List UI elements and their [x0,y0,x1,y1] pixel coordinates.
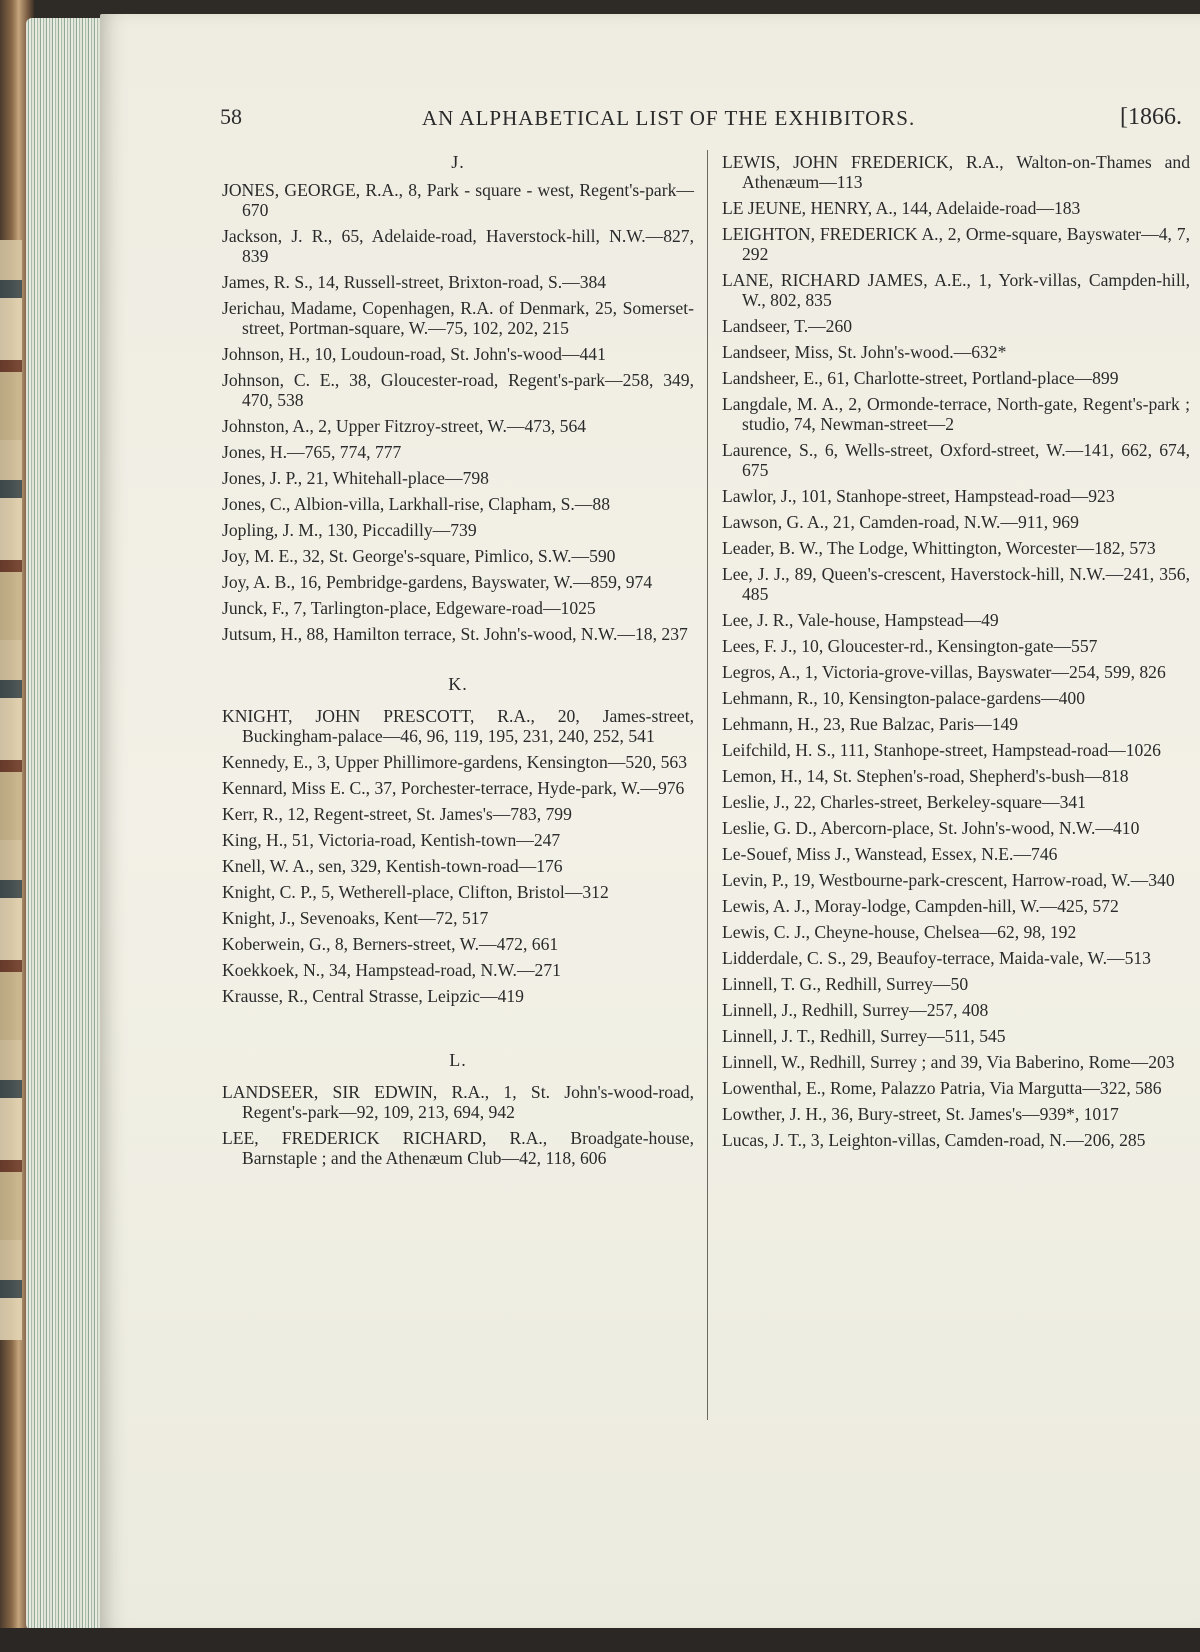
entries-j [222,180,694,644]
letter-heading-k: K. [448,674,468,694]
exhibitor-entry: JONES, GEORGE, R.A., 8, Park - square - west, Regent's-park—670 [222,180,694,220]
exhibitor-entry: Levin, P., 19, Westbourne-park-crescent, Harrow-road, W.—340 [722,870,1175,890]
year-mark: [1866. [1120,104,1182,130]
exhibitor-entry: Lemon, H., 14, St. Stephen's-road, Shepherd's-bush—818 [722,766,1129,786]
exhibitor-entry: James, R. S., 14, Russell-street, Brixton-road, S.—384 [222,272,607,292]
exhibitor-entry: KNIGHT, JOHN PRESCOTT, R.A., 20, James-street, Buckingham-palace—46, 96, 119, 195, 231, 240, 252, 541 [222,706,694,746]
exhibitor-entry: Legros, A., 1, Victoria-grove-villas, Bayswater—254, 599, 826 [722,662,1166,682]
exhibitor-entry: Leslie, J., 22, Charles-street, Berkeley-square—341 [722,792,1086,812]
exhibitor-entry: Koberwein, G., 8, Berners-street, W.—472, 661 [222,934,559,954]
table-surface [0,1628,1200,1652]
exhibitor-entry: Langdale, M. A., 2, Ormonde-terrace, North-gate, Regent's-park ; studio, 74, Newman-street—2 [722,394,1190,434]
exhibitor-entry: Linnell, J., Redhill, Surrey—257, 408 [722,1000,989,1020]
page-edges [26,18,108,1630]
exhibitor-entry: King, H., 51, Victoria-road, Kentish-town—247 [222,830,561,850]
cover-decoration [0,240,22,1340]
exhibitor-entry: Jones, H.—765, 774, 777 [222,442,402,462]
exhibitor-entry: Jopling, J. M., 130, Piccadilly—739 [222,520,477,540]
exhibitor-entry: Lidderdale, C. S., 29, Beaufoy-terrace, Maida-vale, W.—513 [722,948,1151,968]
exhibitor-entry: Knight, J., Sevenoaks, Kent—72, 517 [222,908,489,928]
running-head [220,104,1200,138]
exhibitor-entry: Linnell, W., Redhill, Surrey ; and 39, Via Baberino, Rome—203 [722,1052,1175,1072]
exhibitor-entry: Lehmann, H., 23, Rue Balzac, Paris—149 [722,714,1019,734]
exhibitor-entry: Lee, J. J., 89, Queen's-crescent, Haverstock-hill, N.W.—241, 356, 485 [722,564,1190,604]
letter-heading-j: J. [451,152,465,172]
exhibitor-entry: Jerichau, Madame, Copenhagen, R.A. of Denmark, 25, Somerset-street, Portman-square, W.—75, 102, 202, 215 [222,298,694,338]
exhibitor-entry: Kennedy, E., 3, Upper Phillimore-gardens, Kensington—520, 563 [222,752,688,772]
exhibitor-entry: Lawlor, J., 101, Stanhope-street, Hampstead-road—923 [722,486,1115,506]
page-number: 58 [220,104,242,129]
exhibitor-entry: Linnell, T. G., Redhill, Surrey—50 [722,974,969,994]
exhibitor-entry: Leslie, G. D., Abercorn-place, St. John's-wood, N.W.—410 [722,818,1140,838]
exhibitor-entry: Lehmann, R., 10, Kensington-palace-gardens—400 [722,688,1086,708]
exhibitor-entry: Kennard, Miss E. C., 37, Porchester-terrace, Hyde-park, W.—976 [222,778,685,798]
exhibitor-entry: Lowenthal, E., Rome, Palazzo Patria, Via Margutta—322, 586 [722,1078,1162,1098]
right-column [722,152,1190,1156]
exhibitor-entry: Jones, C., Albion-villa, Larkhall-rise, Clapham, S.—88 [222,494,610,514]
page-title: AN ALPHABETICAL LIST OF THE EXHIBITORS. [422,106,916,130]
exhibitor-entry: Linnell, J. T., Redhill, Surrey—511, 545 [722,1026,1006,1046]
entries-l-continued [722,152,1190,1150]
exhibitor-entry: LEE, FREDERICK RICHARD, R.A., Broadgate-house, Barnstaple ; and the Athenæum Club—42, 118, 606 [222,1128,694,1168]
exhibitor-entry: Junck, F., 7, Tarlington-place, Edgeware-road—1025 [222,598,596,618]
exhibitor-entry: Lewis, C. J., Cheyne-house, Chelsea—62, 98, 192 [722,922,1077,942]
letter-heading-l: L. [449,1050,467,1070]
exhibitor-entry: LANE, RICHARD JAMES, A.E., 1, York-villas, Campden-hill, W., 802, 835 [722,270,1190,310]
exhibitor-entry: Lawson, G. A., 21, Camden-road, N.W.—911, 969 [722,512,1079,532]
left-column [222,152,694,1174]
entries-l [222,1082,694,1168]
exhibitor-entry: Knight, C. P., 5, Wetherell-place, Clifton, Bristol—312 [222,882,609,902]
exhibitor-entry: Jones, J. P., 21, Whitehall-place—798 [222,468,489,488]
exhibitor-entry: Krausse, R., Central Strasse, Leipzic—419 [222,986,524,1006]
exhibitor-entry: Joy, M. E., 32, St. George's-square, Pimlico, S.W.—590 [222,546,616,566]
exhibitor-entry: LEIGHTON, FREDERICK A., 2, Orme-square, Bayswater—4, 7, 292 [722,224,1190,264]
column-divider [707,150,708,1420]
exhibitor-entry: Joy, A. B., 16, Pembridge-gardens, Bayswater, W.—859, 974 [222,572,653,592]
exhibitor-entry: Le-Souef, Miss J., Wanstead, Essex, N.E.—746 [722,844,1058,864]
exhibitor-entry: Lewis, A. J., Moray-lodge, Campden-hill, W.—425, 572 [722,896,1119,916]
exhibitor-entry: LE JEUNE, HENRY, A., 144, Adelaide-road—183 [722,198,1081,218]
exhibitor-entry: Landseer, Miss, St. John's-wood.—632* [722,342,1007,362]
exhibitor-entry: Lowther, J. H., 36, Bury-street, St. James's—939*, 1017 [722,1104,1119,1124]
exhibitor-entry: Kerr, R., 12, Regent-street, St. James's—783, 799 [222,804,572,824]
exhibitor-entry: Knell, W. A., sen, 329, Kentish-town-road—176 [222,856,563,876]
exhibitor-entry: Lucas, J. T., 3, Leighton-villas, Camden-road, N.—206, 285 [722,1130,1146,1150]
exhibitor-entry: LANDSEER, SIR EDWIN, R.A., 1, St. John's-wood-road, Regent's-park—92, 109, 213, 694, 942 [222,1082,694,1122]
exhibitor-entry: Johnson, C. E., 38, Gloucester-road, Regent's-park—258, 349, 470, 538 [222,370,694,410]
exhibitor-entry: Jutsum, H., 88, Hamilton terrace, St. John's-wood, N.W.—18, 237 [222,624,688,644]
exhibitor-entry: LEWIS, JOHN FREDERICK, R.A., Walton-on-Thames and Athenæum—113 [722,152,1190,192]
exhibitor-entry: Johnston, A., 2, Upper Fitzroy-street, W.—473, 564 [222,416,587,436]
exhibitor-entry: Leader, B. W., The Lodge, Whittington, Worcester—182, 573 [722,538,1156,558]
exhibitor-entry: Johnson, H., 10, Loudoun-road, St. John's-wood—441 [222,344,606,364]
exhibitor-entry: Landsheer, E., 61, Charlotte-street, Portland-place—899 [722,368,1119,388]
exhibitor-entry: Laurence, S., 6, Wells-street, Oxford-street, W.—141, 662, 674, 675 [722,440,1190,480]
exhibitor-entry: Leifchild, H. S., 111, Stanhope-street, Hampstead-road—1026 [722,740,1161,760]
exhibitor-entry: Lee, J. R., Vale-house, Hampstead—49 [722,610,999,630]
exhibitor-entry: Lees, F. J., 10, Gloucester-rd., Kensington-gate—557 [722,636,1098,656]
exhibitor-entry: Koekkoek, N., 34, Hampstead-road, N.W.—271 [222,960,561,980]
entries-k [222,706,694,1006]
exhibitor-entry: Landseer, T.—260 [722,316,853,336]
exhibitor-entry: Jackson, J. R., 65, Adelaide-road, Haverstock-hill, N.W.—827, 839 [222,226,694,266]
